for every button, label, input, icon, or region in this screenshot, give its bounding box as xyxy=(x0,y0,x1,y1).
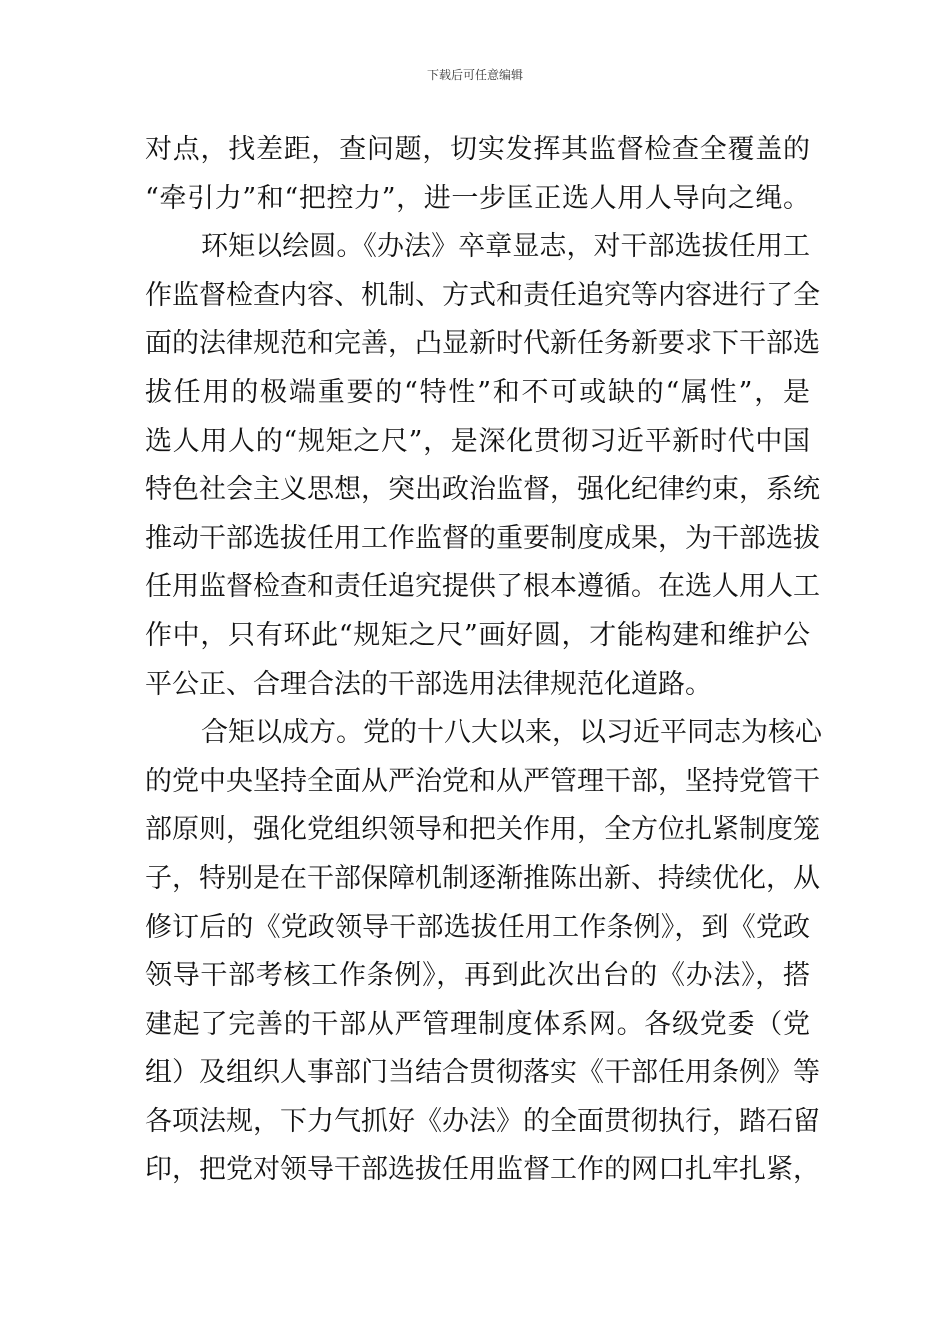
text-line: 领导干部考核工作条例》，再到此次出台的《办法》，搭 xyxy=(145,960,810,992)
document-body xyxy=(145,126,822,1195)
text-line: “牵引力”和“把控力”，进一步匡正选人用人导向之绳。 xyxy=(145,182,810,214)
text-line: 选人用人的“规矩之尺”，是深化贯彻习近平新时代中国 xyxy=(145,425,810,457)
text-line: 任用监督检查和责任追究提供了根本遵循。在选人用人工 xyxy=(145,571,820,603)
text-line: 的党中央坚持全面从严治党和从严管理干部，坚持党管干 xyxy=(145,765,820,797)
text-line: 修订后的《党政领导干部选拔任用工作条例》，到《党政 xyxy=(145,911,810,943)
text-line: 推动干部选拔任用工作监督的重要制度成果，为干部选拔 xyxy=(145,522,820,554)
text-line: 建起了完善的干部从严管理制度体系网。各级党委（党 xyxy=(145,1008,810,1040)
page-header: 下载后可任意编辑 xyxy=(426,68,523,82)
text-line: 组）及组织人事部门当结合贯彻落实《干部任用条例》等 xyxy=(145,1057,820,1089)
text-line: 作监督检查内容、机制、方式和责任追究等内容进行了全 xyxy=(145,279,820,311)
text-line: 印，把党对领导干部选拔任用监督工作的网口扎牢扎紧， xyxy=(145,1154,820,1186)
paragraph-start-line: 环矩以绘圆。《办法》卒章显志，对干部选拔任用工 xyxy=(201,231,810,263)
text-line: 面的法律规范和完善，凸显新时代新任务新要求下干部选 xyxy=(145,328,820,360)
text-line: 各项法规，下力气抓好《办法》的全面贯彻执行，踏石留 xyxy=(145,1105,820,1137)
text-line: 对点，找差距，查问题，切实发挥其监督检查全覆盖的 xyxy=(145,134,810,165)
text-line: 作中，只有环此“规矩之尺”画好圆，才能构建和维护公 xyxy=(145,619,810,651)
paragraph-end-line: 平公正、合理合法的干部选用法律规范化道路。 xyxy=(145,668,712,700)
text-line: 部原则，强化党组织领导和把关作用，全方位扎紧制度笼 xyxy=(145,814,820,846)
text-line: 特色社会主义思想，突出政治监督，强化纪律约束，系统 xyxy=(145,474,820,506)
paragraph-start-line: 合矩以成方。党的十八大以来，以习近平同志为核心 xyxy=(201,717,822,749)
text-line: 拔任用的极端重要的“特性”和不可或缺的“属性”，是 xyxy=(145,376,810,408)
text-line: 子，特别是在干部保障机制逐渐推陈出新、持续优化，从 xyxy=(145,862,820,894)
